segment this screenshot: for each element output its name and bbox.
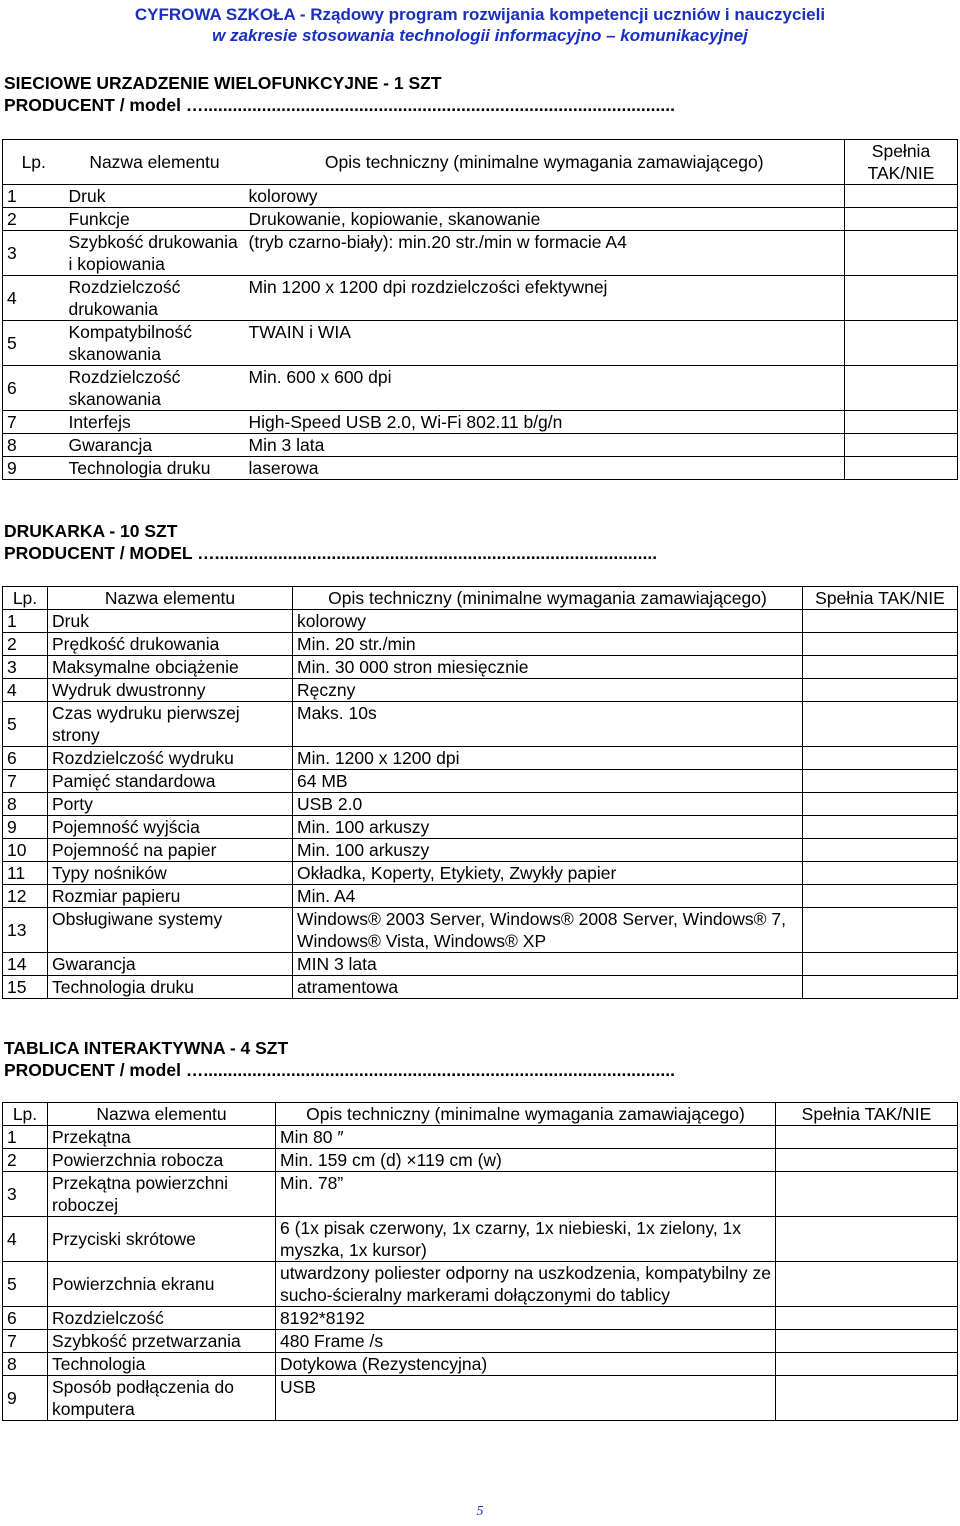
row-name: Pamięć standardowa: [48, 770, 293, 793]
table-row: [3, 610, 958, 633]
table-row: [3, 885, 958, 908]
section3-producer: PRODUCENT / model ….................................................................................................: [4, 1060, 675, 1080]
section2-heading: [4, 520, 657, 564]
row-description: USB 2.0: [293, 793, 803, 816]
row-name: Obsługiwane systemy: [48, 908, 293, 953]
header-name: Nazwa elementu: [48, 587, 293, 610]
row-description: atramentowa: [293, 976, 803, 999]
row-description: Min. 30 000 stron miesięcznie: [293, 656, 803, 679]
row-compliance: [845, 321, 958, 366]
table-row: [3, 321, 958, 366]
table-row: [3, 434, 958, 457]
table-row: [3, 411, 958, 434]
section1-title: SIECIOWE URZADZENIE WIELOFUNKCYJNE - 1 SZT: [4, 73, 442, 93]
row-description: utwardzony poliester odporny na uszkodzenia, kompatybilny ze sucho-ścieralny markerami dołączonymi do tablicy: [276, 1262, 776, 1307]
table-header-row: [3, 587, 958, 610]
row-description: 8192*8192: [276, 1307, 776, 1330]
row-compliance: [803, 908, 958, 953]
row-compliance: [803, 976, 958, 999]
table-row: [3, 457, 958, 480]
table-row: [3, 839, 958, 862]
row-compliance: [776, 1262, 958, 1307]
row-description: Min. 20 str./min: [293, 633, 803, 656]
row-compliance: [776, 1126, 958, 1149]
table-row: [3, 633, 958, 656]
row-description: Windows® 2003 Server, Windows® 2008 Server, Windows® 7, Windows® Vista, Windows® XP: [293, 908, 803, 953]
row-name: Sposób podłączenia do komputera: [48, 1376, 276, 1421]
table-row: [3, 816, 958, 839]
row-compliance: [776, 1172, 958, 1217]
table-row: [3, 747, 958, 770]
row-lp: 8: [3, 434, 65, 457]
row-description: Min. 600 x 600 dpi: [245, 366, 845, 411]
table-row: [3, 1307, 958, 1330]
row-compliance: [776, 1353, 958, 1376]
row-compliance: [845, 434, 958, 457]
table-row: [3, 231, 958, 276]
row-name: Szybkość drukowania i kopiowania: [65, 231, 245, 276]
row-lp: 8: [3, 1353, 48, 1376]
row-name: Rozdzielczość: [48, 1307, 276, 1330]
row-compliance: [803, 793, 958, 816]
row-lp: 7: [3, 1330, 48, 1353]
row-name: Interfejs: [65, 411, 245, 434]
row-compliance: [776, 1307, 958, 1330]
header-lp: Lp.: [3, 587, 48, 610]
header-description: Opis techniczny (minimalne wymagania zamawiającego): [276, 1103, 776, 1126]
row-lp: 3: [3, 231, 65, 276]
table-row: [3, 908, 958, 953]
row-compliance: [845, 185, 958, 208]
table-row: [3, 656, 958, 679]
row-description: Min. 1200 x 1200 dpi: [293, 747, 803, 770]
row-compliance: [845, 208, 958, 231]
header-description: Opis techniczny (minimalne wymagania zamawiającego): [245, 140, 845, 185]
table-row: [3, 1149, 958, 1172]
row-description: MIN 3 lata: [293, 953, 803, 976]
section2-title: DRUKARKA - 10 SZT: [4, 521, 178, 541]
header-compliance: Spełnia TAK/NIE: [845, 140, 958, 185]
row-lp: 14: [3, 953, 48, 976]
row-lp: 12: [3, 885, 48, 908]
header-lp: Lp.: [3, 140, 65, 185]
row-description: Min 3 lata: [245, 434, 845, 457]
row-compliance: [803, 702, 958, 747]
row-compliance: [803, 862, 958, 885]
row-compliance: [776, 1217, 958, 1262]
table-row: [3, 953, 958, 976]
row-compliance: [845, 366, 958, 411]
row-description: Min. A4: [293, 885, 803, 908]
row-lp: 6: [3, 747, 48, 770]
table-row: [3, 702, 958, 747]
row-compliance: [803, 633, 958, 656]
section2-producer: PRODUCENT / MODEL …...........................................................................................: [4, 543, 658, 563]
section1-heading: [4, 72, 675, 116]
row-description: laserowa: [245, 457, 845, 480]
row-lp: 2: [3, 633, 48, 656]
row-name: Pojemność wyjścia: [48, 816, 293, 839]
row-description: 480 Frame /s: [276, 1330, 776, 1353]
row-compliance: [845, 231, 958, 276]
row-description: Min. 100 arkuszy: [293, 839, 803, 862]
row-description: Okładka, Koperty, Etykiety, Zwykły papier: [293, 862, 803, 885]
header-name: Nazwa elementu: [48, 1103, 276, 1126]
row-description: kolorowy: [245, 185, 845, 208]
section3-table: [2, 1102, 958, 1421]
row-name: Czas wydruku pierwszej strony: [48, 702, 293, 747]
row-compliance: [776, 1149, 958, 1172]
row-name: Rozmiar papieru: [48, 885, 293, 908]
row-description: Min 80 ″: [276, 1126, 776, 1149]
row-name: Porty: [48, 793, 293, 816]
row-description: Min 1200 x 1200 dpi rozdzielczości efektywnej: [245, 276, 845, 321]
row-description: 64 MB: [293, 770, 803, 793]
row-lp: 11: [3, 862, 48, 885]
row-name: Pojemność na papier: [48, 839, 293, 862]
row-name: Wydruk dwustronny: [48, 679, 293, 702]
row-name: Funkcje: [65, 208, 245, 231]
row-lp: 2: [3, 208, 65, 231]
row-lp: 1: [3, 1126, 48, 1149]
row-compliance: [803, 656, 958, 679]
row-name: Gwarancja: [48, 953, 293, 976]
row-lp: 13: [3, 908, 48, 953]
header-line-1: CYFROWA SZKOŁA - Rządowy program rozwijania kompetencji uczniów i nauczycieli: [134, 5, 826, 24]
row-name: Technologia druku: [48, 976, 293, 999]
section3-heading: [4, 1037, 675, 1081]
row-name: Druk: [48, 610, 293, 633]
table-row: [3, 1353, 958, 1376]
row-lp: 4: [3, 1217, 48, 1262]
row-name: Powierzchnia robocza: [48, 1149, 276, 1172]
row-lp: 6: [3, 366, 65, 411]
table-row: [3, 1330, 958, 1353]
row-lp: 7: [3, 411, 65, 434]
table-header-row: [3, 1103, 958, 1126]
row-description: Min. 159 cm (d) ×119 cm (w): [276, 1149, 776, 1172]
header-description: Opis techniczny (minimalne wymagania zamawiającego): [293, 587, 803, 610]
row-lp: 5: [3, 702, 48, 747]
header-name: Nazwa elementu: [65, 140, 245, 185]
row-lp: 1: [3, 610, 48, 633]
row-name: Druk: [65, 185, 245, 208]
row-description: Min. 100 arkuszy: [293, 816, 803, 839]
table-row: [3, 208, 958, 231]
row-compliance: [845, 411, 958, 434]
table-row: [3, 1172, 958, 1217]
row-description: High-Speed USB 2.0, Wi-Fi 802.11 b/g/n: [245, 411, 845, 434]
row-lp: 4: [3, 679, 48, 702]
row-name: Powierzchnia ekranu: [48, 1262, 276, 1307]
row-compliance: [803, 610, 958, 633]
table-row: [3, 185, 958, 208]
row-compliance: [803, 679, 958, 702]
row-name: Technologia druku: [65, 457, 245, 480]
row-compliance: [776, 1330, 958, 1353]
table-row: [3, 976, 958, 999]
row-lp: 9: [3, 816, 48, 839]
header-compliance: Spełnia TAK/NIE: [776, 1103, 958, 1126]
row-lp: 10: [3, 839, 48, 862]
row-compliance: [803, 770, 958, 793]
section1-producer: PRODUCENT / model ….................................................................................................: [4, 95, 675, 115]
row-name: Przyciski skrótowe: [48, 1217, 276, 1262]
row-name: Technologia: [48, 1353, 276, 1376]
table-row: [3, 1126, 958, 1149]
table-row: [3, 793, 958, 816]
row-compliance: [845, 457, 958, 480]
row-compliance: [803, 885, 958, 908]
row-description: (tryb czarno-biały): min.20 str./min w formacie A4: [245, 231, 845, 276]
header-lp: Lp.: [3, 1103, 48, 1126]
row-name: Gwarancja: [65, 434, 245, 457]
row-name: Szybkość przetwarzania: [48, 1330, 276, 1353]
program-header: [0, 4, 960, 46]
row-compliance: [803, 816, 958, 839]
section2-table: [2, 586, 958, 999]
row-lp: 7: [3, 770, 48, 793]
table-row: [3, 1262, 958, 1307]
table-row: [3, 1217, 958, 1262]
row-lp: 3: [3, 656, 48, 679]
row-name: Typy nośników: [48, 862, 293, 885]
row-lp: 1: [3, 185, 65, 208]
table-row: [3, 276, 958, 321]
row-description: 6 (1x pisak czerwony, 1x czarny, 1x niebieski, 1x zielony, 1x myszka, 1x kursor): [276, 1217, 776, 1262]
header-compliance: Spełnia TAK/NIE: [803, 587, 958, 610]
row-description: Min. 78”: [276, 1172, 776, 1217]
row-name: Maksymalne obciążenie: [48, 656, 293, 679]
row-description: Drukowanie, kopiowanie, skanowanie: [245, 208, 845, 231]
row-description: kolorowy: [293, 610, 803, 633]
row-lp: 9: [3, 1376, 48, 1421]
table-row: [3, 1376, 958, 1421]
row-name: Przekątna powierzchni roboczej: [48, 1172, 276, 1217]
header-line-2: w zakresie stosowania technologii informacyjno – komunikacyjnej: [212, 26, 748, 45]
row-compliance: [803, 953, 958, 976]
table-row: [3, 862, 958, 885]
section3-title: TABLICA INTERAKTYWNA - 4 SZT: [4, 1038, 289, 1058]
row-lp: 9: [3, 457, 65, 480]
row-name: Kompatybilność skanowania: [65, 321, 245, 366]
row-description: Ręczny: [293, 679, 803, 702]
row-lp: 2: [3, 1149, 48, 1172]
row-name: Rozdzielczość skanowania: [65, 366, 245, 411]
table-row: [3, 679, 958, 702]
row-lp: 5: [3, 321, 65, 366]
row-name: Rozdzielczość drukowania: [65, 276, 245, 321]
row-lp: 3: [3, 1172, 48, 1217]
row-lp: 15: [3, 976, 48, 999]
row-name: Rozdzielczość wydruku: [48, 747, 293, 770]
row-lp: 5: [3, 1262, 48, 1307]
row-compliance: [803, 747, 958, 770]
page-number: 5: [476, 1504, 484, 1519]
row-lp: 6: [3, 1307, 48, 1330]
row-description: Maks. 10s: [293, 702, 803, 747]
row-lp: 8: [3, 793, 48, 816]
row-description: TWAIN i WIA: [245, 321, 845, 366]
row-compliance: [776, 1376, 958, 1421]
row-compliance: [845, 276, 958, 321]
row-compliance: [803, 839, 958, 862]
section1-table: [2, 139, 958, 480]
row-description: USB: [276, 1376, 776, 1421]
table-row: [3, 366, 958, 411]
table-header-row: [3, 140, 958, 185]
row-description: Dotykowa (Rezystencyjna): [276, 1353, 776, 1376]
row-name: Przekątna: [48, 1126, 276, 1149]
table-row: [3, 770, 958, 793]
row-lp: 4: [3, 276, 65, 321]
row-name: Prędkość drukowania: [48, 633, 293, 656]
